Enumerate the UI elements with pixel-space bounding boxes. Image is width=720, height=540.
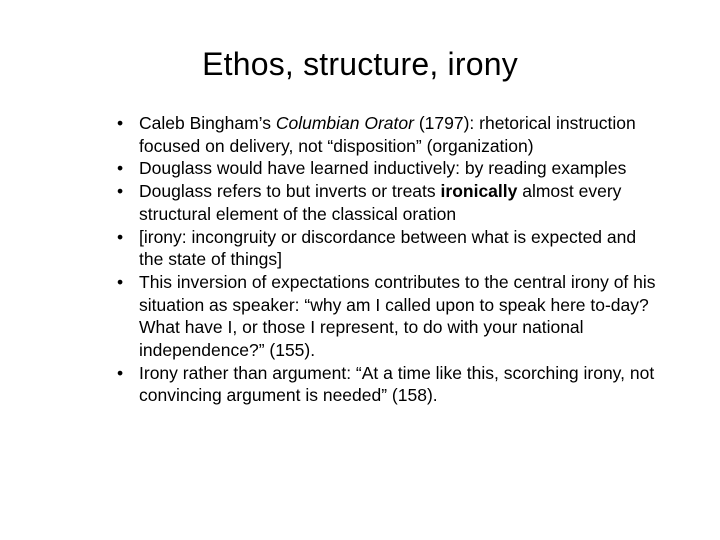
bullet-text [139, 227, 636, 270]
bullet-item [117, 271, 662, 362]
text-run: (1797): rhetorical instruction focused on delivery, not “disposition” (organization) [139, 113, 636, 156]
bullet-marker: • [117, 271, 124, 292]
bullet-marker: • [117, 362, 124, 383]
bullet-marker: • [117, 113, 124, 133]
text-run: Douglass refers to but inverts or treats [139, 181, 441, 202]
bullet-item [117, 112, 662, 157]
bullet-text [139, 113, 636, 156]
italic-book-title: Columbian Orator [275, 113, 414, 133]
bullet-text [139, 363, 654, 406]
bullet-item [117, 362, 662, 407]
bullet-item [117, 180, 662, 225]
text-run: Douglass would have learned inductively: by reading examples [139, 158, 627, 179]
text-run: [irony: incongruity or discordance between what is expected and the state of things] [139, 226, 637, 270]
text-run: Caleb Bingham’s [139, 113, 276, 133]
text-run: This inversion of expectations contributes to the central irony of his situation as speaker: “why am I called upon to speak here to-day? What have I, or those I represent, to do with your national independence?” (155). [139, 271, 656, 361]
bullet-text [139, 272, 656, 360]
text-run: almost every structural element of the classical oration [139, 181, 622, 224]
bullet-marker: • [117, 226, 124, 247]
bullet-item [117, 157, 662, 180]
bullet-text [139, 181, 621, 224]
slide-title: Ethos, structure, irony [202, 46, 518, 82]
bullet-marker: • [117, 181, 124, 202]
bullet-text [139, 158, 626, 178]
bold-emphasis: ironically [440, 181, 518, 202]
bullet-marker: • [117, 158, 124, 179]
bullet-item [117, 226, 662, 271]
text-run: Irony rather than argument: “At a time like this, scorching irony, not convincing argument is needed” (158). [139, 362, 655, 406]
bullet-list [117, 112, 662, 407]
